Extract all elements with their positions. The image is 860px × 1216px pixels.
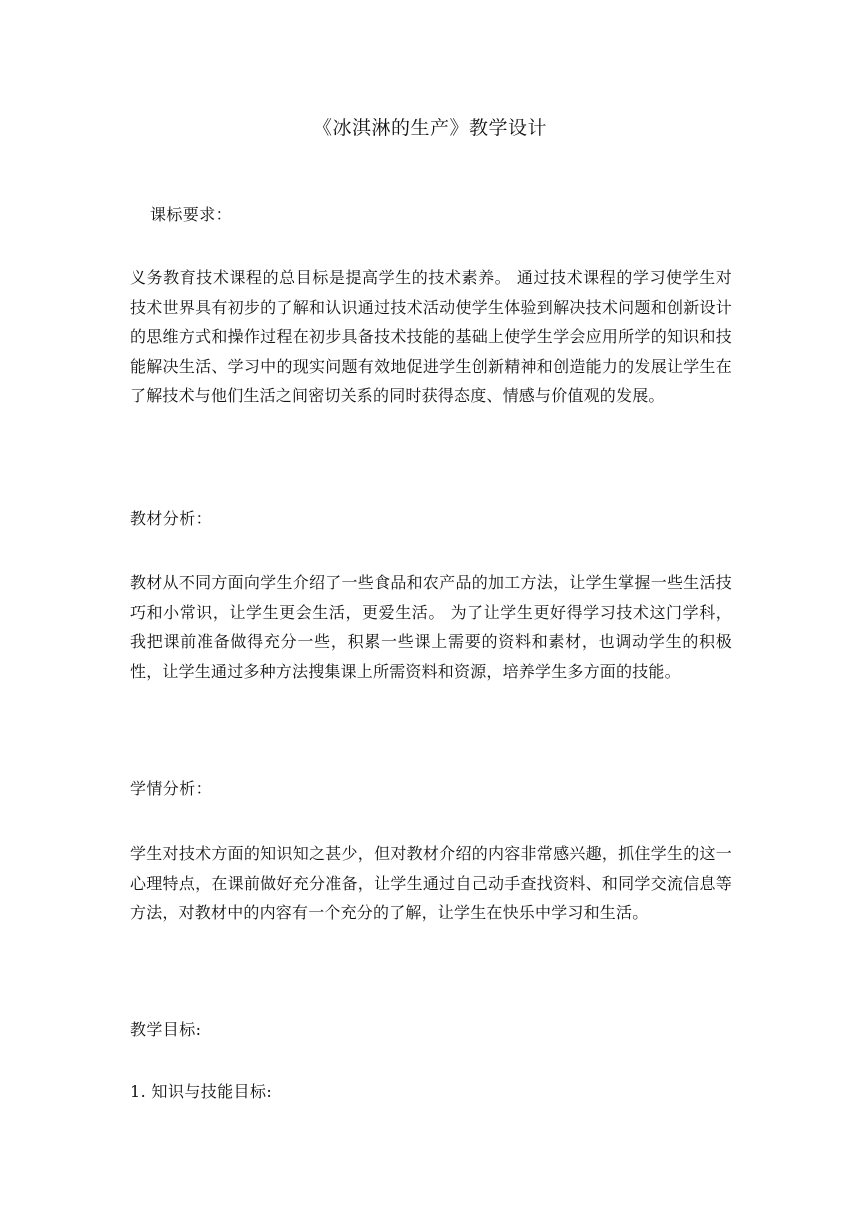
section-heading-textbook-analysis: 教材分析： [130,509,213,528]
paragraph-textbook-analysis: 教材从不同方面向学生介绍了一些食品和农产品的加工方法，让学生掌握一些生活技巧和小常识，让学生更会生活，更爱生活。 为了让学生更好得学习技术这门学科，我把课前准备做得充分一些，积累一些课上需要的资料和素材，也调动学生的积极性，让学生通过多种方法搜集课上所需资料和资源，培养学生多方面的技能。 [130,573,732,681]
document-title: 《冰淇淋的生产》教学设计 [312,117,547,139]
subheading-knowledge-skill-objectives: 1. 知识与技能目标: [130,1082,273,1101]
section-heading-curriculum-requirements: 课标要求： [150,205,233,224]
paragraph-curriculum-requirements: 义务教育技术课程的总目标是提高学生的技术素养。 通过技术课程的学习使学生对技术世界具有初步的了解和认识通过技术活动使学生体验到解决技术问题和创新设计的思维方式和操作过程在初步具备技术技能的基础上使学生学会应用所学的知识和技能解决生活、学习中的现实问题有效地促进学生创新精神和创造能力的发展让学生在了解技术与他们生活之间密切关系的同时获得态度、情感与价值观的发展。 [130,268,732,406]
section-heading-learner-analysis: 学情分析： [130,779,213,798]
paragraph-learner-analysis: 学生对技术方面的知识知之甚少，但对教材介绍的内容非常感兴趣，抓住学生的这一心理特点，在课前做好充分准备，让学生通过自己动手查找资料、和同学交流信息等方法，对教材中的内容有一个充分的了解，让学生在快乐中学习和生活。 [130,844,732,923]
section-heading-teaching-objectives: 教学目标: [130,1020,202,1039]
